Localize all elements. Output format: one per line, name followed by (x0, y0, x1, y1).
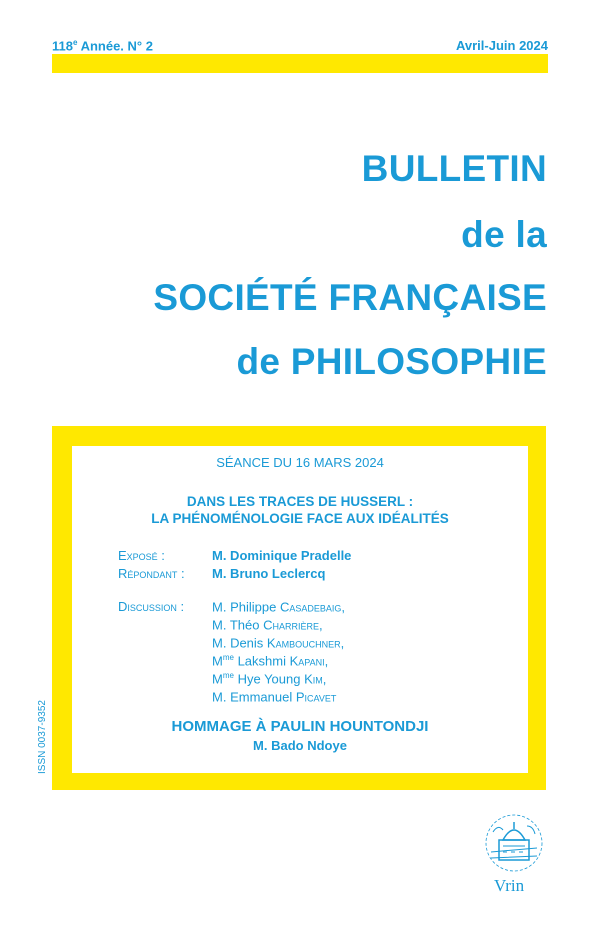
participant-end: , (340, 635, 345, 651)
participant-last: Kambouchner (266, 635, 341, 651)
yellow-band (52, 54, 548, 73)
participant-end: , (322, 671, 327, 687)
participant-first: Emmanuel (226, 689, 296, 705)
participant-last: Picavet (295, 689, 337, 705)
participant-last: Kim (304, 671, 323, 687)
participant-first: Hye Young (233, 671, 305, 687)
participant-prefix: M. (212, 689, 227, 705)
title-line-2: de la (461, 214, 547, 255)
participant-first: Philippe (226, 599, 280, 615)
title-line-4: de PHILOSOPHIE (236, 341, 547, 382)
session-frame (52, 426, 546, 790)
issue-number: 118e Année. N° 2 (52, 38, 153, 54)
participant-name (212, 635, 344, 650)
participant-last: Casadebaig (279, 599, 342, 615)
participant-name (212, 617, 323, 632)
participant-end: , (341, 599, 345, 615)
participant-sup: me (222, 671, 234, 680)
participant-last: Charrière (263, 617, 319, 633)
participant-first: Lakshmi (233, 653, 290, 669)
session-title (72, 493, 528, 527)
title-line-3: SOCIÉTÉ FRANÇAISE (153, 277, 547, 318)
participant-sup: me (222, 653, 234, 662)
participant-prefix: M. (212, 635, 227, 651)
issn: ISSN 0037-9352 (37, 700, 48, 774)
discussion-label: Discussion : (118, 599, 185, 614)
participant-last: Kapani (289, 653, 325, 669)
participant-prefix: M (212, 671, 223, 687)
publisher-name: Vrin (494, 876, 525, 895)
title-line-1: BULLETIN (361, 148, 547, 189)
participant-name (212, 653, 328, 668)
issue-period: Avril-Juin 2024 (455, 38, 548, 53)
session-title-line-2: LA PHÉNOMÉNOLOGIE FACE AUX IDÉALITÉS (151, 511, 449, 526)
participant-first: Théo (226, 617, 264, 633)
publisher-logo-icon (483, 812, 545, 874)
repondant-label: Répondant : (118, 566, 185, 581)
hommage-title: HOMMAGE À PAULIN HOUNTONDJI (171, 718, 429, 735)
participant-end: , (318, 617, 323, 633)
expose-name: M. Dominique Pradelle (212, 548, 352, 563)
session-title-line-1: DANS LES TRACES DE HUSSERL : (186, 494, 414, 509)
repondant-name: M. Bruno Leclercq (212, 566, 326, 581)
hommage-author: M. Bado Ndoye (253, 738, 347, 753)
expose-label: Exposé : (118, 548, 165, 563)
participant-name (212, 599, 345, 614)
participant-name (212, 689, 336, 704)
participant-end: , (324, 653, 329, 669)
participant-prefix: M. (212, 617, 227, 633)
participant-prefix: M (212, 653, 223, 669)
participant-name (212, 671, 326, 686)
session-date: SÉANCE DU 16 MARS 2024 (216, 455, 384, 470)
participant-first: Denis (226, 635, 267, 651)
participant-prefix: M. (212, 599, 227, 615)
